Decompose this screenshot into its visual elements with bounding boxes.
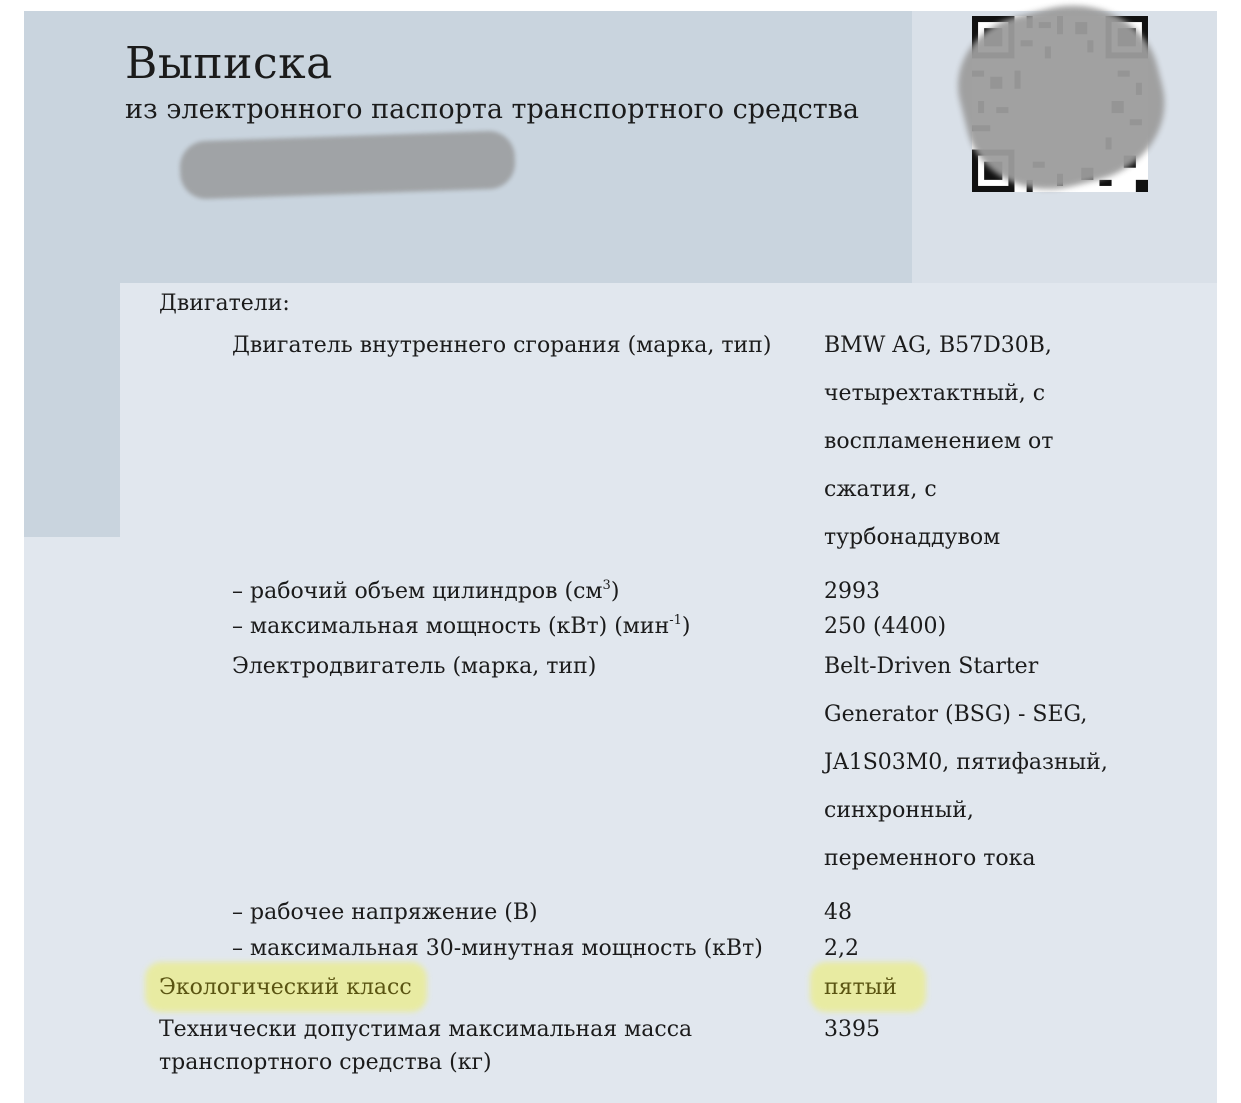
- document-subtitle: из электронного паспорта транспортного средства: [125, 94, 860, 125]
- voltage-label: – рабочее напряжение (В): [232, 900, 538, 925]
- ice-value-line: BMW AG, B57D30B,: [824, 333, 1052, 358]
- ice-value-line: сжатия, с: [824, 477, 937, 502]
- eco-class-value: пятый: [824, 975, 897, 1000]
- max-mass-label-line: Технически допустимая максимальная масса: [159, 1017, 693, 1042]
- electric-motor-label: Электродвигатель (марка, тип): [232, 654, 597, 679]
- document-title: Выписка: [125, 38, 333, 89]
- electric-motor-value-line: JA1S03M0, пятифазный,: [824, 750, 1108, 775]
- max-mass-label-line: транспортного средства (кг): [159, 1050, 492, 1075]
- ice-value-line: турбонаддувом: [824, 525, 1001, 550]
- displacement-label: – рабочий объем цилиндров $(см^3)$: [232, 578, 620, 604]
- max-mass-value: 3395: [824, 1017, 880, 1042]
- ice-value-line: четырехтактный, с: [824, 381, 1046, 406]
- left-margin-strip: [24, 283, 120, 537]
- electric-motor-value-line: Belt-Driven Starter: [824, 654, 1039, 679]
- power-30min-value: 2,2: [824, 936, 859, 961]
- electric-motor-value-line: переменного тока: [824, 846, 1036, 871]
- power-30min-label: – максимальная 30-минутная мощность (кВт): [232, 936, 763, 961]
- electric-motor-value-line: синхронный,: [824, 798, 974, 823]
- eco-class-label: Экологический класс: [159, 975, 412, 1000]
- displacement-value: 2993: [824, 579, 880, 604]
- voltage-value: 48: [824, 900, 852, 925]
- section-label-engines: Двигатели:: [159, 291, 290, 316]
- max-power-value: 250 (4400): [824, 614, 947, 639]
- ice-value-line: воспламенением от: [824, 429, 1054, 454]
- max-power-label: – максимальная мощность (кВт) (мин$^{-1}$): [232, 613, 691, 639]
- redacted-number: [179, 130, 516, 200]
- ice-label: Двигатель внутреннего сгорания (марка, тип): [232, 333, 772, 358]
- electric-motor-value-line: Generator (BSG) - SEG,: [824, 702, 1088, 727]
